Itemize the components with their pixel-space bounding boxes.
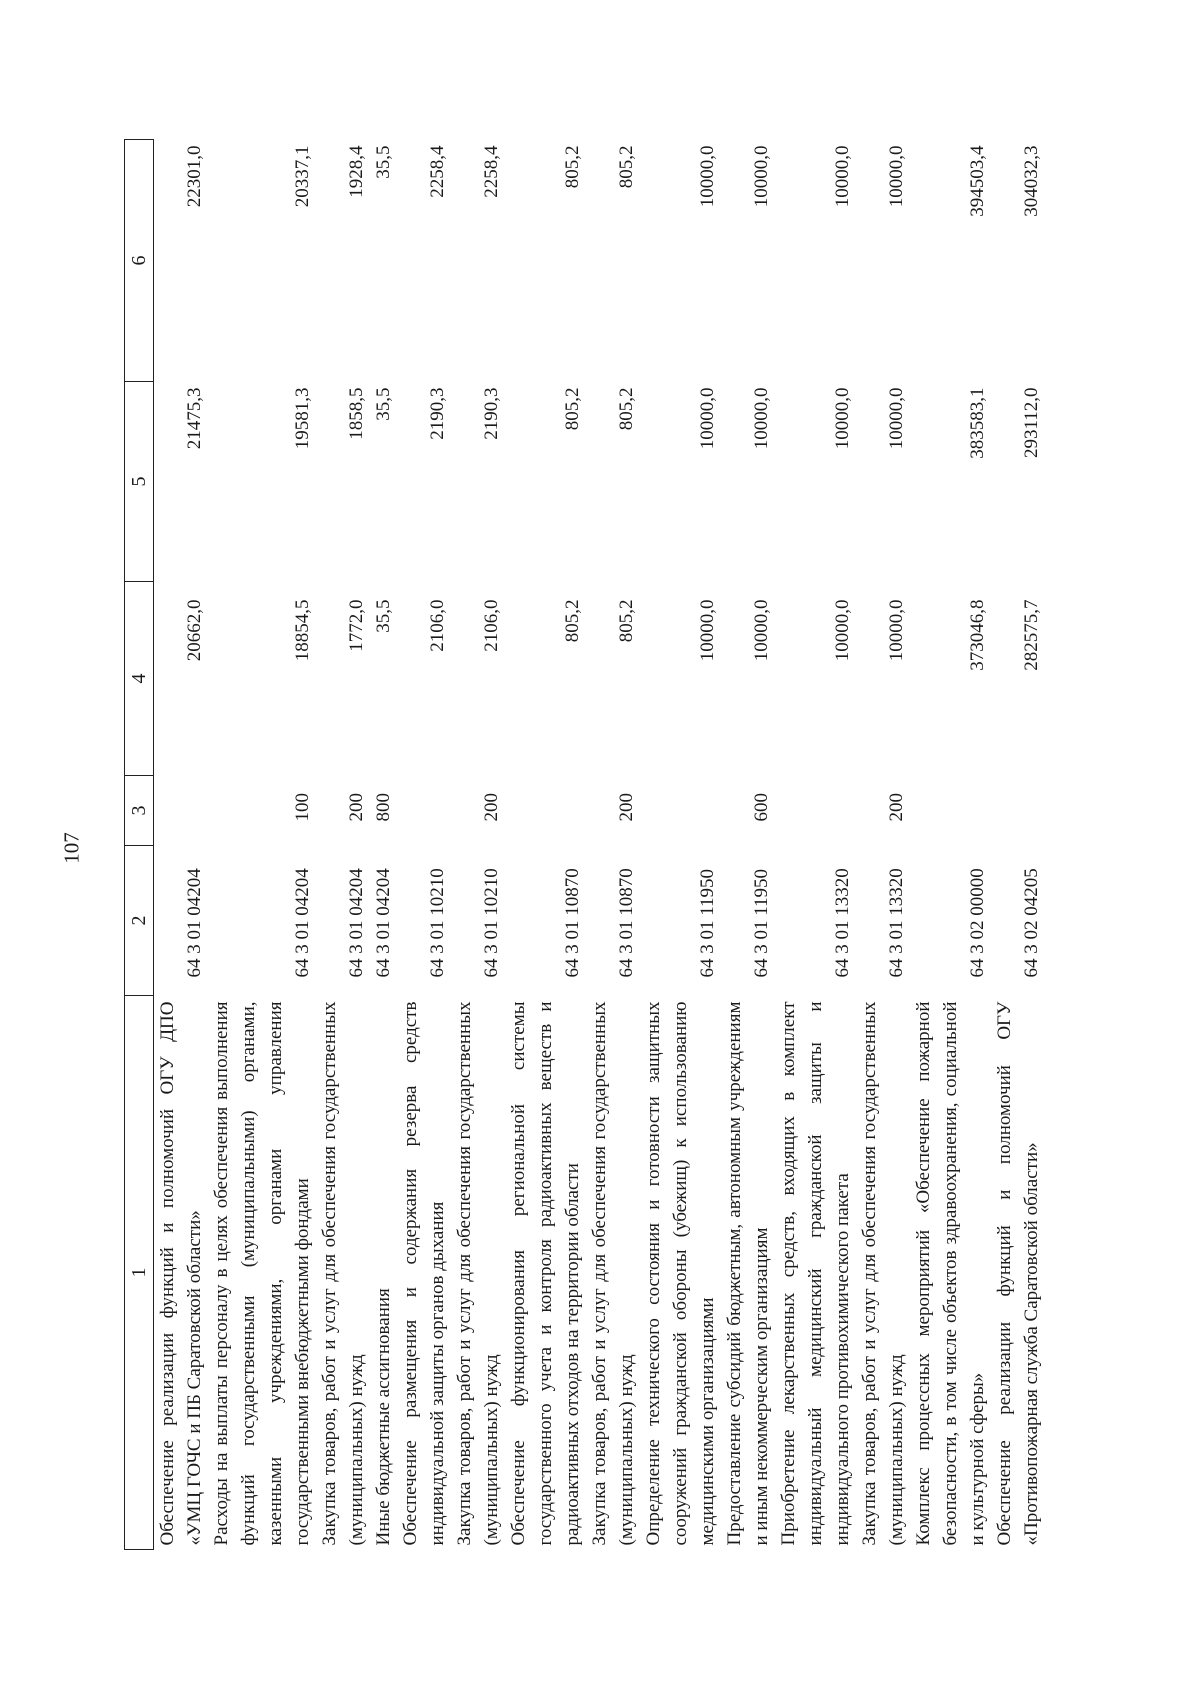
amount-cell-col6: 10000,0 xyxy=(832,145,853,208)
row-name-cell: Закупка товаров, работ и услуг для обеспечения государственных (муниципальных) нужд xyxy=(319,1001,367,1546)
row-name-cell: Обеспечение реализации функций и полномочий ОГУ «Противопожарная служба Саратовской области» xyxy=(994,1001,1042,1546)
table-row xyxy=(991,140,1045,1550)
amount-cell-col5: 2190,3 xyxy=(427,387,448,440)
expense-type-cell xyxy=(397,776,451,846)
expense-type-cell: 200 xyxy=(616,793,637,822)
table-row xyxy=(208,140,316,1550)
expense-type-cell: 200 xyxy=(346,793,367,822)
expense-type-cell: 600 xyxy=(751,793,772,822)
amount-cell-col5: 2190,3 xyxy=(481,387,502,440)
amount-cell-col5: 1858,5 xyxy=(346,387,367,440)
target-code-cell: 64 3 01 13320 xyxy=(832,868,853,978)
expense-type-cell: 800 xyxy=(373,793,394,822)
expense-type-cell xyxy=(640,776,721,846)
amount-cell-col5: 293112,0 xyxy=(1021,387,1042,459)
amount-cell-col5: 383583,1 xyxy=(967,387,988,459)
amount-cell-col6: 10000,0 xyxy=(751,145,772,208)
amount-cell-col5: 35,5 xyxy=(373,387,394,421)
row-name-cell: Приобретение лекарственных средств, входящих в комплект индивидуальный медицинский гражданской защиты и индивидуального противохимического пакета xyxy=(778,1001,853,1546)
amount-cell-col4: 373046,8 xyxy=(967,599,988,671)
amount-cell-col5: 10000,0 xyxy=(751,387,772,450)
expense-type-cell xyxy=(505,776,586,846)
amount-cell-col6: 304032,3 xyxy=(1021,145,1042,217)
column-header: 5 xyxy=(125,382,154,582)
target-code-cell: 64 3 01 04204 xyxy=(346,868,367,978)
amount-cell-col4: 10000,0 xyxy=(697,599,718,662)
target-code-cell: 64 3 01 11950 xyxy=(697,868,718,978)
table-row xyxy=(451,140,505,1550)
row-name-cell: Расходы на выплаты персоналу в целях обеспечения выполнения функций государственными (муниципальными) органами, казенными учреждениями, органами управления государственными внебюджетными фондами xyxy=(211,1001,313,1546)
table-row xyxy=(586,140,640,1550)
column-header: 1 xyxy=(125,996,154,1550)
row-name-cell: Закупка товаров, работ и услуг для обеспечения государственных (муниципальных) нужд xyxy=(589,1001,637,1546)
table-row xyxy=(316,140,370,1550)
table-row xyxy=(721,140,775,1550)
table-row xyxy=(154,140,209,1550)
target-code-cell: 64 3 02 04205 xyxy=(1021,868,1042,978)
amount-cell-col4: 10000,0 xyxy=(832,599,853,662)
amount-cell-col4: 1772,0 xyxy=(346,599,367,652)
target-code-cell: 64 3 01 11950 xyxy=(751,868,772,978)
amount-cell-col6: 10000,0 xyxy=(697,145,718,208)
amount-cell-col6: 805,2 xyxy=(562,145,583,189)
amount-cell-col5: 10000,0 xyxy=(697,387,718,450)
amount-cell-col5: 10000,0 xyxy=(832,387,853,450)
expense-type-cell xyxy=(775,776,856,846)
amount-cell-col6: 394503,4 xyxy=(967,145,988,217)
target-code-cell: 64 3 01 10210 xyxy=(427,868,448,978)
table-row xyxy=(505,140,586,1550)
amount-cell-col4: 20662,0 xyxy=(184,599,205,662)
row-name-cell: Обеспечение размещения и содержания резерва средств индивидуальной защиты органов дыхания xyxy=(400,1001,448,1546)
column-header: 4 xyxy=(125,582,154,776)
table-row xyxy=(775,140,856,1550)
expense-type-cell xyxy=(154,776,209,846)
amount-cell-col5: 10000,0 xyxy=(886,387,907,450)
table-header-row xyxy=(125,140,154,1550)
budget-table xyxy=(124,139,1045,1550)
amount-cell-col5: 19581,3 xyxy=(292,387,313,450)
expense-type-cell xyxy=(910,776,991,846)
table-row xyxy=(640,140,721,1550)
rotated-page-content xyxy=(0,86,1088,1696)
amount-cell-col4: 35,5 xyxy=(373,599,394,633)
expense-type-cell: 200 xyxy=(886,793,907,822)
row-name-cell: Закупка товаров, работ и услуг для обеспечения государственных (муниципальных) нужд xyxy=(454,1001,502,1546)
target-code-cell: 64 3 01 04204 xyxy=(373,868,394,978)
target-code-cell: 64 3 01 10870 xyxy=(562,868,583,978)
expense-type-cell xyxy=(991,776,1045,846)
amount-cell-col4: 10000,0 xyxy=(886,599,907,662)
row-name-cell: Обеспечение функционирования региональной системы государственного учета и контроля радиоактивных веществ и радиоактивных отходов на территории области xyxy=(508,1001,583,1546)
amount-cell-col6: 10000,0 xyxy=(886,145,907,208)
amount-cell-col4: 18854,5 xyxy=(292,599,313,662)
amount-cell-col6: 805,2 xyxy=(616,145,637,189)
amount-cell-col4: 10000,0 xyxy=(751,599,772,662)
expense-type-cell: 200 xyxy=(481,793,502,822)
amount-cell-col6: 1928,4 xyxy=(346,145,367,198)
amount-cell-col4: 2106,0 xyxy=(481,599,502,652)
amount-cell-col6: 2258,4 xyxy=(481,145,502,198)
table-row xyxy=(397,140,451,1550)
target-code-cell: 64 3 01 10870 xyxy=(616,868,637,978)
amount-cell-col6: 20337,1 xyxy=(292,145,313,208)
column-header: 2 xyxy=(125,846,154,996)
page-number: 107 xyxy=(59,832,84,864)
amount-cell-col6: 35,5 xyxy=(373,145,394,179)
amount-cell-col4: 805,2 xyxy=(562,599,583,643)
table-row xyxy=(856,140,910,1550)
target-code-cell: 64 3 01 10210 xyxy=(481,868,502,978)
row-name-cell: Определение технического состояния и готовности защитных сооружений гражданской обороны (убежищ) к использованию медицинскими организациями xyxy=(643,1001,718,1546)
amount-cell-col6: 22301,0 xyxy=(184,145,205,208)
amount-cell-col5: 21475,3 xyxy=(184,387,205,450)
amount-cell-col5: 805,2 xyxy=(616,387,637,431)
row-name-cell: Иные бюджетные ассигнования xyxy=(373,1288,394,1546)
target-code-cell: 64 3 02 00000 xyxy=(967,868,988,978)
expense-type-cell: 100 xyxy=(292,793,313,822)
column-header: 6 xyxy=(125,140,154,382)
table-row xyxy=(910,140,991,1550)
target-code-cell: 64 3 01 04204 xyxy=(292,868,313,978)
target-code-cell: 64 3 01 04204 xyxy=(184,868,205,978)
amount-cell-col5: 805,2 xyxy=(562,387,583,431)
amount-cell-col4: 805,2 xyxy=(616,599,637,643)
amount-cell-col4: 2106,0 xyxy=(427,599,448,652)
row-name-cell: Комплекс процессных мероприятий «Обеспечение пожарной безопасности, в том числе объектов здравоохранения, социальной и культурной сферы» xyxy=(913,1001,988,1546)
row-name-cell: Предоставление субсидий бюджетным, автономным учреждениям и иным некоммерческим организациям xyxy=(724,1001,772,1546)
amount-cell-col6: 2258,4 xyxy=(427,145,448,198)
amount-cell-col4: 282575,7 xyxy=(1021,599,1042,671)
target-code-cell: 64 3 01 13320 xyxy=(886,868,907,978)
table-row xyxy=(370,140,397,1550)
row-name-cell: Обеспечение реализации функций и полномочий ОГУ ДПО «УМЦ ГОЧС и ПБ Саратовской области» xyxy=(157,1001,205,1546)
column-header: 3 xyxy=(125,776,154,846)
row-name-cell: Закупка товаров, работ и услуг для обеспечения государственных (муниципальных) нужд xyxy=(859,1001,907,1546)
